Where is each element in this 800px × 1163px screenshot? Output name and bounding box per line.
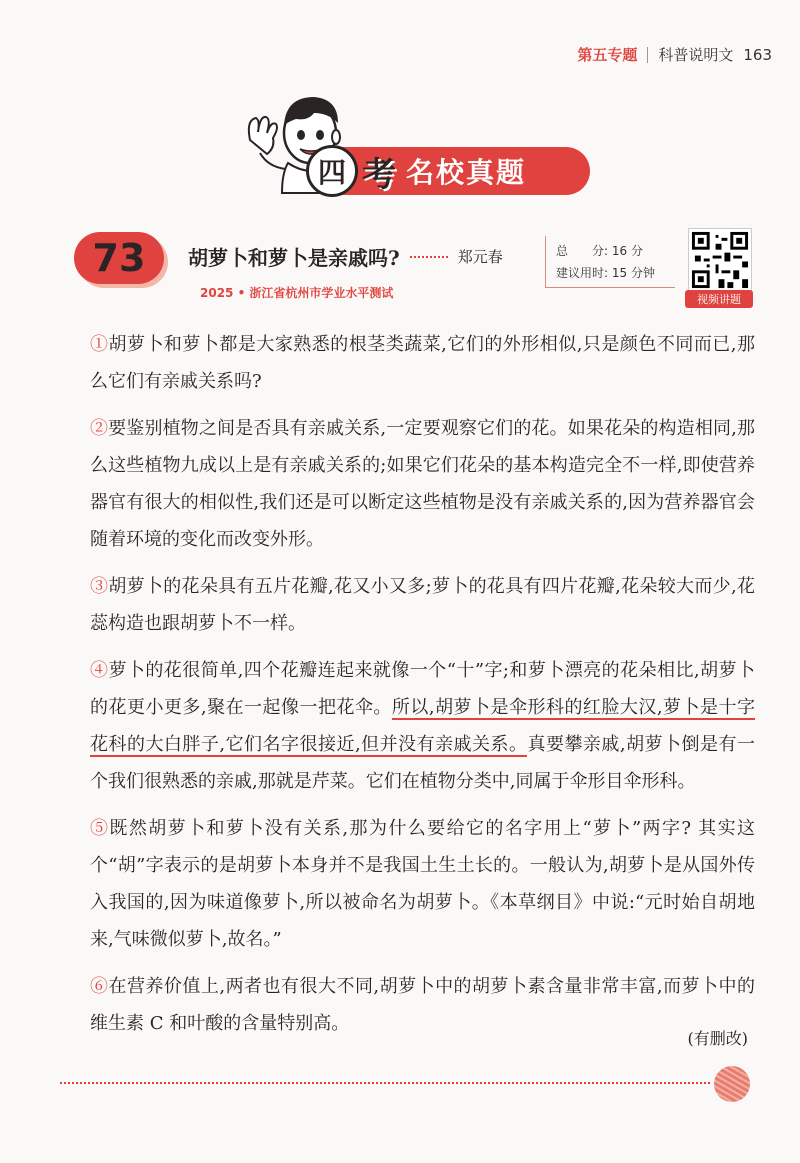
paragraph-3 [90, 568, 755, 642]
paragraph-1 [90, 326, 755, 400]
paragraph-text: 要鉴别植物之间是否具有亲戚关系,一定要观察它们的花。如果花朵的构造相同,那么这些植物九成以上是有亲戚关系的;如果它们花朵的基本构造完全不一样,即使营养器官有很大的相似性,我们还是可以断定这些植物是没有亲戚关系的,因为营养器官会随着环境的变化而改变外形。 [90, 418, 755, 550]
paragraph-marker: ① [90, 334, 109, 355]
paragraph-marker: ③ [90, 576, 109, 597]
paragraph-marker: ⑥ [90, 976, 109, 997]
paragraph-text: 胡萝卜的花朵具有五片花瓣,花又小又多;萝卜的花具有四片花瓣,花朵较大而少,花蕊构造也跟胡萝卜不一样。 [90, 576, 755, 634]
page-number: 163 [743, 45, 772, 64]
page-header [577, 44, 772, 65]
chapter-label: 第五专题 [577, 46, 638, 64]
article-body [90, 326, 755, 1052]
edited-note: (有删改) [687, 1029, 748, 1048]
article-source: 2025 • 浙江省杭州市学业水平测试 [200, 286, 394, 300]
article-title: 胡萝卜和萝卜是亲戚吗? [188, 246, 400, 270]
paragraph-text: 既然胡萝卜和萝卜没有关系,那为什么要给它的名字用上“萝卜”两字? 其实这个“胡”字表示的是胡萝卜本身并不是我国土生土长的。一般认为,胡萝卜是从国外传入我国的,因为味道像萝卜,所以被命名为胡萝卜。《本草纲目》中说:“元时始自胡地来,气味微似萝卜,故名。” [90, 818, 756, 950]
paragraph-6 [90, 968, 755, 1042]
paragraph-4 [90, 652, 755, 800]
paragraph-marker: ④ [90, 660, 109, 681]
paragraph-text: 萝卜的花很简单,四个花瓣连起来就像一个“十”字;和萝卜漂亮的花朵相比,胡萝卜的花更小更多,聚在一起像一把花伞。 [90, 660, 755, 718]
total-score: 总 分: 16 分 [556, 244, 643, 258]
suggested-time: 建议用时: 15 分钟 [556, 266, 655, 280]
video-lecture-label[interactable]: 视频讲题 [685, 290, 753, 308]
paragraph-2 [90, 410, 755, 558]
paragraph-text: 真要攀亲戚,胡萝卜倒是有一个我们很熟悉的亲戚,那就是芹菜。它们在植物分类中,同属于伞形目伞形科。 [90, 734, 755, 792]
article-author: 郑元春 [457, 248, 503, 266]
paragraph-marker: ⑤ [90, 818, 110, 839]
section-label: 科普说明文 [658, 46, 734, 64]
paragraph-marker: ② [90, 418, 109, 439]
banner-number-circle: 四 [306, 145, 358, 197]
article-number-badge: 73 [74, 232, 164, 284]
score-box [545, 236, 675, 288]
article-title-row [188, 242, 503, 271]
footer-dotted-line [60, 1082, 710, 1084]
section-banner [240, 85, 590, 205]
title-leader-dots [410, 256, 448, 258]
yarn-ball-icon [714, 1066, 750, 1102]
paragraph-text: 胡萝卜和萝卜都是大家熟悉的根茎类蔬菜,它们的外形相似,只是颜色不同而已,那么它们有亲戚关系吗? [90, 334, 755, 392]
banner-pill [310, 147, 590, 195]
underlined-key-sentence: 所以,胡萝卜是伞形科的红脸大汉,萝卜是十字花科的大白胖子,它们名字很接近,但并没有亲戚关系。 [90, 697, 755, 755]
paragraph-text: 在营养价值上,两者也有很大不同,胡萝卜中的胡萝卜素含量非常丰富,而萝卜中的维生素 C 和叶酸的含量特别高。 [90, 976, 755, 1034]
banner-kao: 考 [362, 154, 396, 195]
banner-title: 名校真题 [406, 156, 527, 189]
paragraph-5 [90, 810, 755, 958]
qr-code-icon[interactable] [688, 228, 752, 292]
header-divider [647, 47, 648, 63]
